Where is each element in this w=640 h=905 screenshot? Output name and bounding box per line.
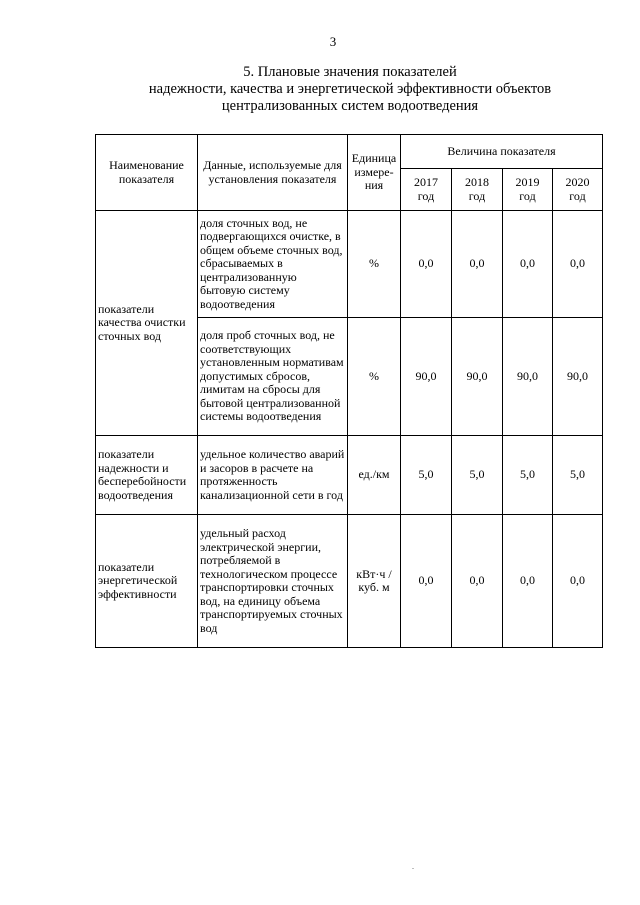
indicator-unit: ед./км [348,436,401,515]
year-label: 2017 [414,175,438,189]
year-suffix: год [569,188,586,203]
value-2017: 90,0 [401,318,452,436]
title-line-3: централизованных систем водоотведения [221,98,479,114]
year-label: 2020 [565,175,590,189]
title-line-2: надежности, качества и энергетической эффективности объектов [148,81,552,97]
value-2017: 0,0 [401,515,452,648]
year-suffix: год [468,188,486,203]
indicator-data: доля сточных вод, не подвергающихся очистке, в общем объеме сточных вод, сбрасываемых в централизованную бытовую систему водоотведения [198,211,348,318]
indicators-table [95,134,603,648]
year-label: 2019 [515,175,540,189]
indicator-name-reliability: показатели надежности и бесперебойности водоотведения [96,436,198,515]
header-value: Величина показателя [401,135,603,169]
value-2017: 5,0 [401,436,452,515]
value-2019: 5,0 [503,436,553,515]
indicator-data: удельный расход электрической энергии, потребляемой в технологическом процессе транспортировки сточных вод, на единицу объема транспортируемых сточных вод [198,515,348,648]
indicator-data: удельное количество аварий и засоров в расчете на протяженность канализационной сети в год [198,436,348,515]
indicator-unit: кВт·ч / куб. м [348,515,401,648]
header-name: Наименование показателя [96,135,198,211]
value-2018: 90,0 [452,318,503,436]
table-row [96,211,603,318]
value-2018: 0,0 [452,211,503,318]
indicator-name-energy: показатели энергетической эффективности [96,515,198,648]
document-title [100,64,600,115]
header-unit: Единица измере-ния [348,135,401,211]
value-2018: 0,0 [452,515,503,648]
indicator-unit: % [348,211,401,318]
year-suffix: год [519,188,536,203]
footer-mark: . [412,862,414,871]
value-2019: 90,0 [503,318,553,436]
indicator-name-quality: показатели качества очистки сточных вод [96,211,198,436]
header-data: Данные, используемые для установления показателя [198,135,348,211]
title-line-1: 5. Плановые значения показателей [243,64,457,80]
value-2020: 0,0 [553,211,603,318]
value-2020: 0,0 [553,515,603,648]
table-row [96,515,603,648]
header-year-2020 [553,169,603,211]
value-2018: 5,0 [452,436,503,515]
indicator-unit: % [348,318,401,436]
header-year-2017 [401,169,452,211]
value-2020: 90,0 [553,318,603,436]
year-suffix: год [417,188,435,203]
header-year-2019 [503,169,553,211]
page-number: 3 [329,34,337,49]
value-2020: 5,0 [553,436,603,515]
value-2017: 0,0 [401,211,452,318]
indicator-data: доля проб сточных вод, не соответствующих установленным нормативам допустимых сбросов, лимитам на сбросы для бытовой централизованной системы водоотведения [198,318,348,436]
table-row [96,436,603,515]
value-2019: 0,0 [503,211,553,318]
value-2019: 0,0 [503,515,553,648]
year-label: 2018 [465,175,489,189]
header-year-2018 [452,169,503,211]
